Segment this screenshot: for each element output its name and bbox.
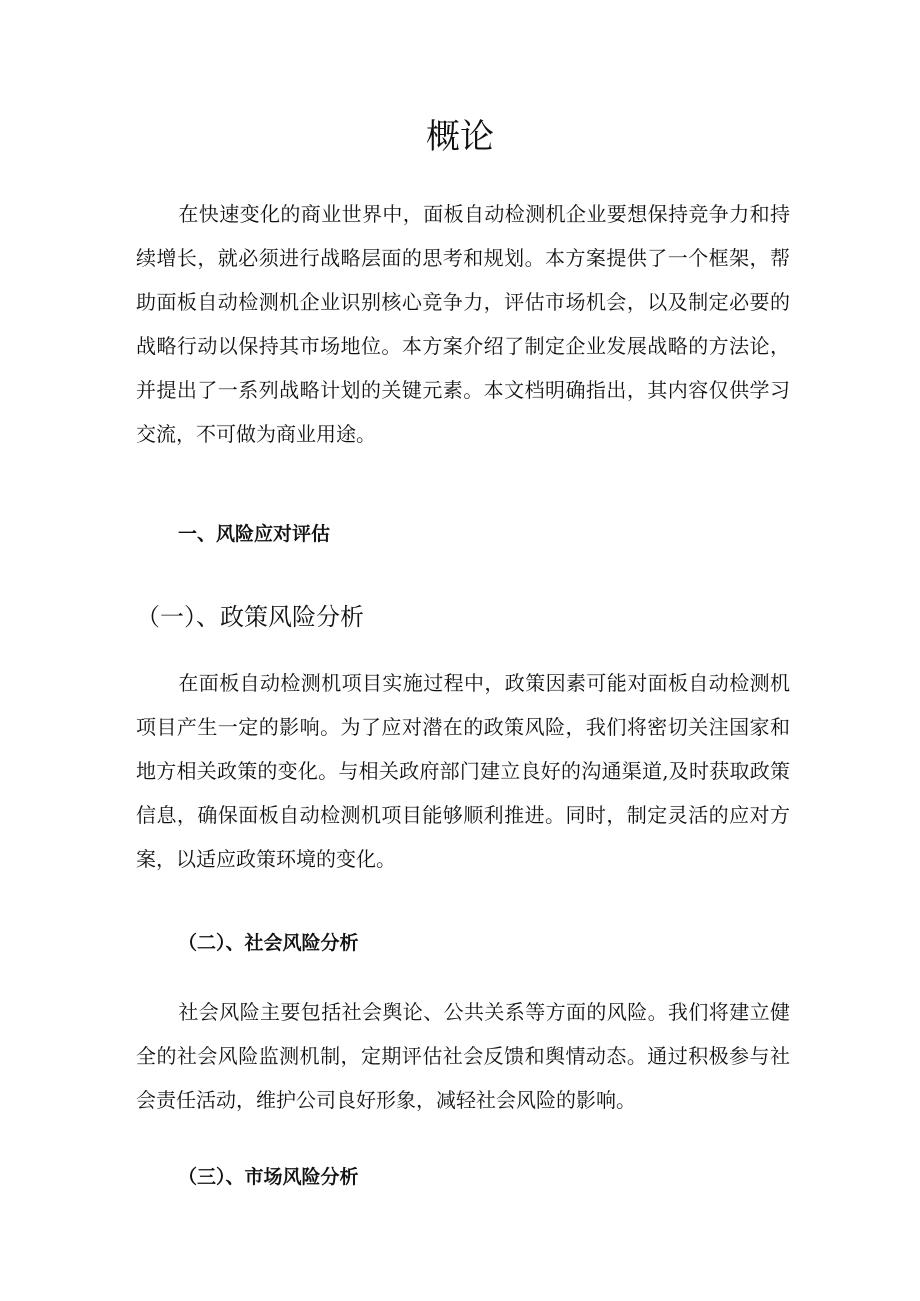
intro-text: 在快速变化的商业世界中，面板自动检测机企业要想保持竞争力和持续增长，就必须进行战略层面的思考和规划。本方案提供了一个框架，帮助面板自动检测机企业识别核心竞争力，评估市场机会，以及制定必要的战略行动以保持其市场地位。本方案介绍了制定企业发展战略的方法论，并提出了一系列战略计划的关键元素。本文档明确指出，其内容仅供学习交流，不可做为商业用途。: [136, 202, 790, 446]
intro-paragraph: [136, 192, 790, 456]
page-title: 概论: [426, 117, 494, 157]
subsection-heading-social-risk: （二）、社会风险分析: [178, 932, 359, 954]
social-risk-paragraph: [136, 990, 790, 1122]
social-risk-text: 社会风险主要包括社会舆论、公共关系等方面的风险。我们将建立健全的社会风险监测机制，定期评估社会反馈和舆情动态。通过积极参与社会责任活动，维护公司良好形象，减轻社会风险的影响。: [136, 1000, 790, 1112]
subsection-heading-market-risk: （三）、市场风险分析: [178, 1166, 359, 1188]
policy-risk-paragraph: [136, 661, 790, 881]
section-heading-risk-assessment: 一、风险应对评估: [178, 523, 331, 545]
subsection-heading-policy-risk: （一）、政策风险分析: [136, 603, 364, 631]
policy-risk-text: 在面板自动检测机项目实施过程中，政策因素可能对面板自动检测机项目产生一定的影响。为了应对潜在的政策风险，我们将密切关注国家和地方相关政策的变化。与相关政府部门建立良好的沟通渠道,及时获取政策信息，确保面板自动检测机项目能够顺利推进。同时，制定灵活的应对方案，以适应政策环境的变化。: [136, 671, 790, 871]
